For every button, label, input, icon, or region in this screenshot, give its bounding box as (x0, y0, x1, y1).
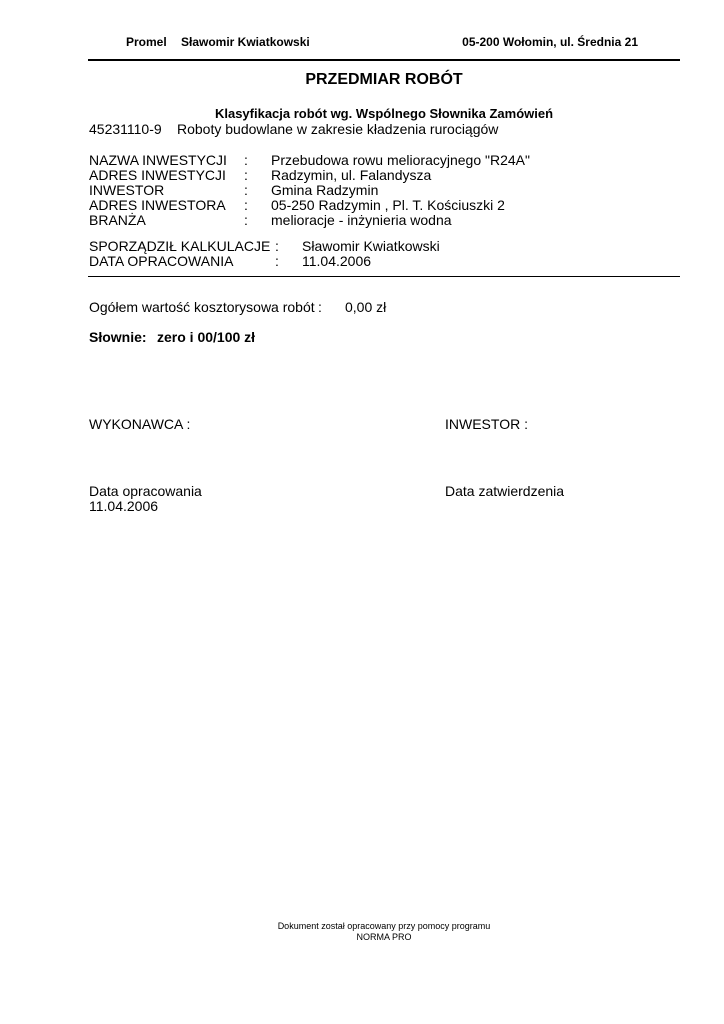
footer-line-2: NORMA PRO (356, 932, 412, 942)
prepared-by-sep: : (275, 238, 279, 254)
prepared-by-value: Sławomir Kwiatkowski (302, 238, 440, 254)
section-divider (88, 276, 680, 277)
page-title: PRZEDMIAR ROBÓT (305, 71, 463, 88)
in-words-value: zero i 00/100 zł (157, 329, 256, 345)
investor-address-sep: : (244, 197, 248, 213)
investment-address-value: Radzymin, ul. Falandysza (271, 167, 432, 183)
prepared-by-label: SPORZĄDZIŁ KALKULACJE (89, 238, 271, 254)
total-value-label: Ogółem wartość kosztorysowa robót (89, 299, 315, 315)
header-company: Promel (126, 35, 167, 49)
investment-address-label: ADRES INWESTYCJI (89, 167, 226, 183)
investor-value: Gmina Radzymin (271, 182, 379, 198)
prepared-date-label: DATA OPRACOWANIA (89, 253, 234, 269)
investor-sep: : (244, 182, 248, 198)
classification-code: 45231110-9 (89, 121, 162, 137)
classification-heading: Klasyfikacja robót wg. Wspólnego Słownika Zamówień (214, 106, 554, 121)
approval-date-label: Data zatwierdzenia (445, 483, 565, 499)
prepared-date-sep: : (275, 253, 279, 269)
investor-signature-label: INWESTOR : (445, 416, 528, 432)
header-author: Sławomir Kwiatkowski (181, 35, 310, 49)
investment-name-value: Przebudowa rowu melioracyjnego "R24A" (271, 152, 530, 168)
branch-label: BRANŻA (89, 212, 146, 228)
total-value-sep: : (318, 299, 322, 315)
contractor-label: WYKONAWCA : (89, 416, 191, 432)
footer-line-1: Dokument został opracowany przy pomocy programu (277, 921, 491, 931)
investment-name-label: NAZWA INWESTYCJI (89, 152, 227, 168)
branch-value: melioracje - inżynieria wodna (271, 212, 452, 228)
investor-address-label: ADRES INWESTORA (89, 197, 226, 213)
investment-name-sep: : (244, 152, 248, 168)
header-rule (88, 59, 680, 61)
header-address: 05-200 Wołomin, ul. Średnia 21 (462, 35, 638, 49)
classification-description: Roboty budowlane w zakresie kładzenia rurociągów (177, 121, 499, 137)
prep-date-label: Data opracowania (89, 483, 202, 499)
in-words-label: Słownie: (89, 329, 147, 345)
branch-sep: : (244, 212, 248, 228)
investor-label: INWESTOR (89, 182, 165, 198)
total-value: 0,00 zł (345, 299, 387, 315)
investment-address-sep: : (244, 167, 248, 183)
investor-address-value: 05-250 Radzymin , Pl. T. Kościuszki 2 (271, 197, 505, 213)
prep-date-value: 11.04.2006 (89, 498, 159, 514)
prepared-date-value: 11.04.2006 (302, 253, 372, 269)
